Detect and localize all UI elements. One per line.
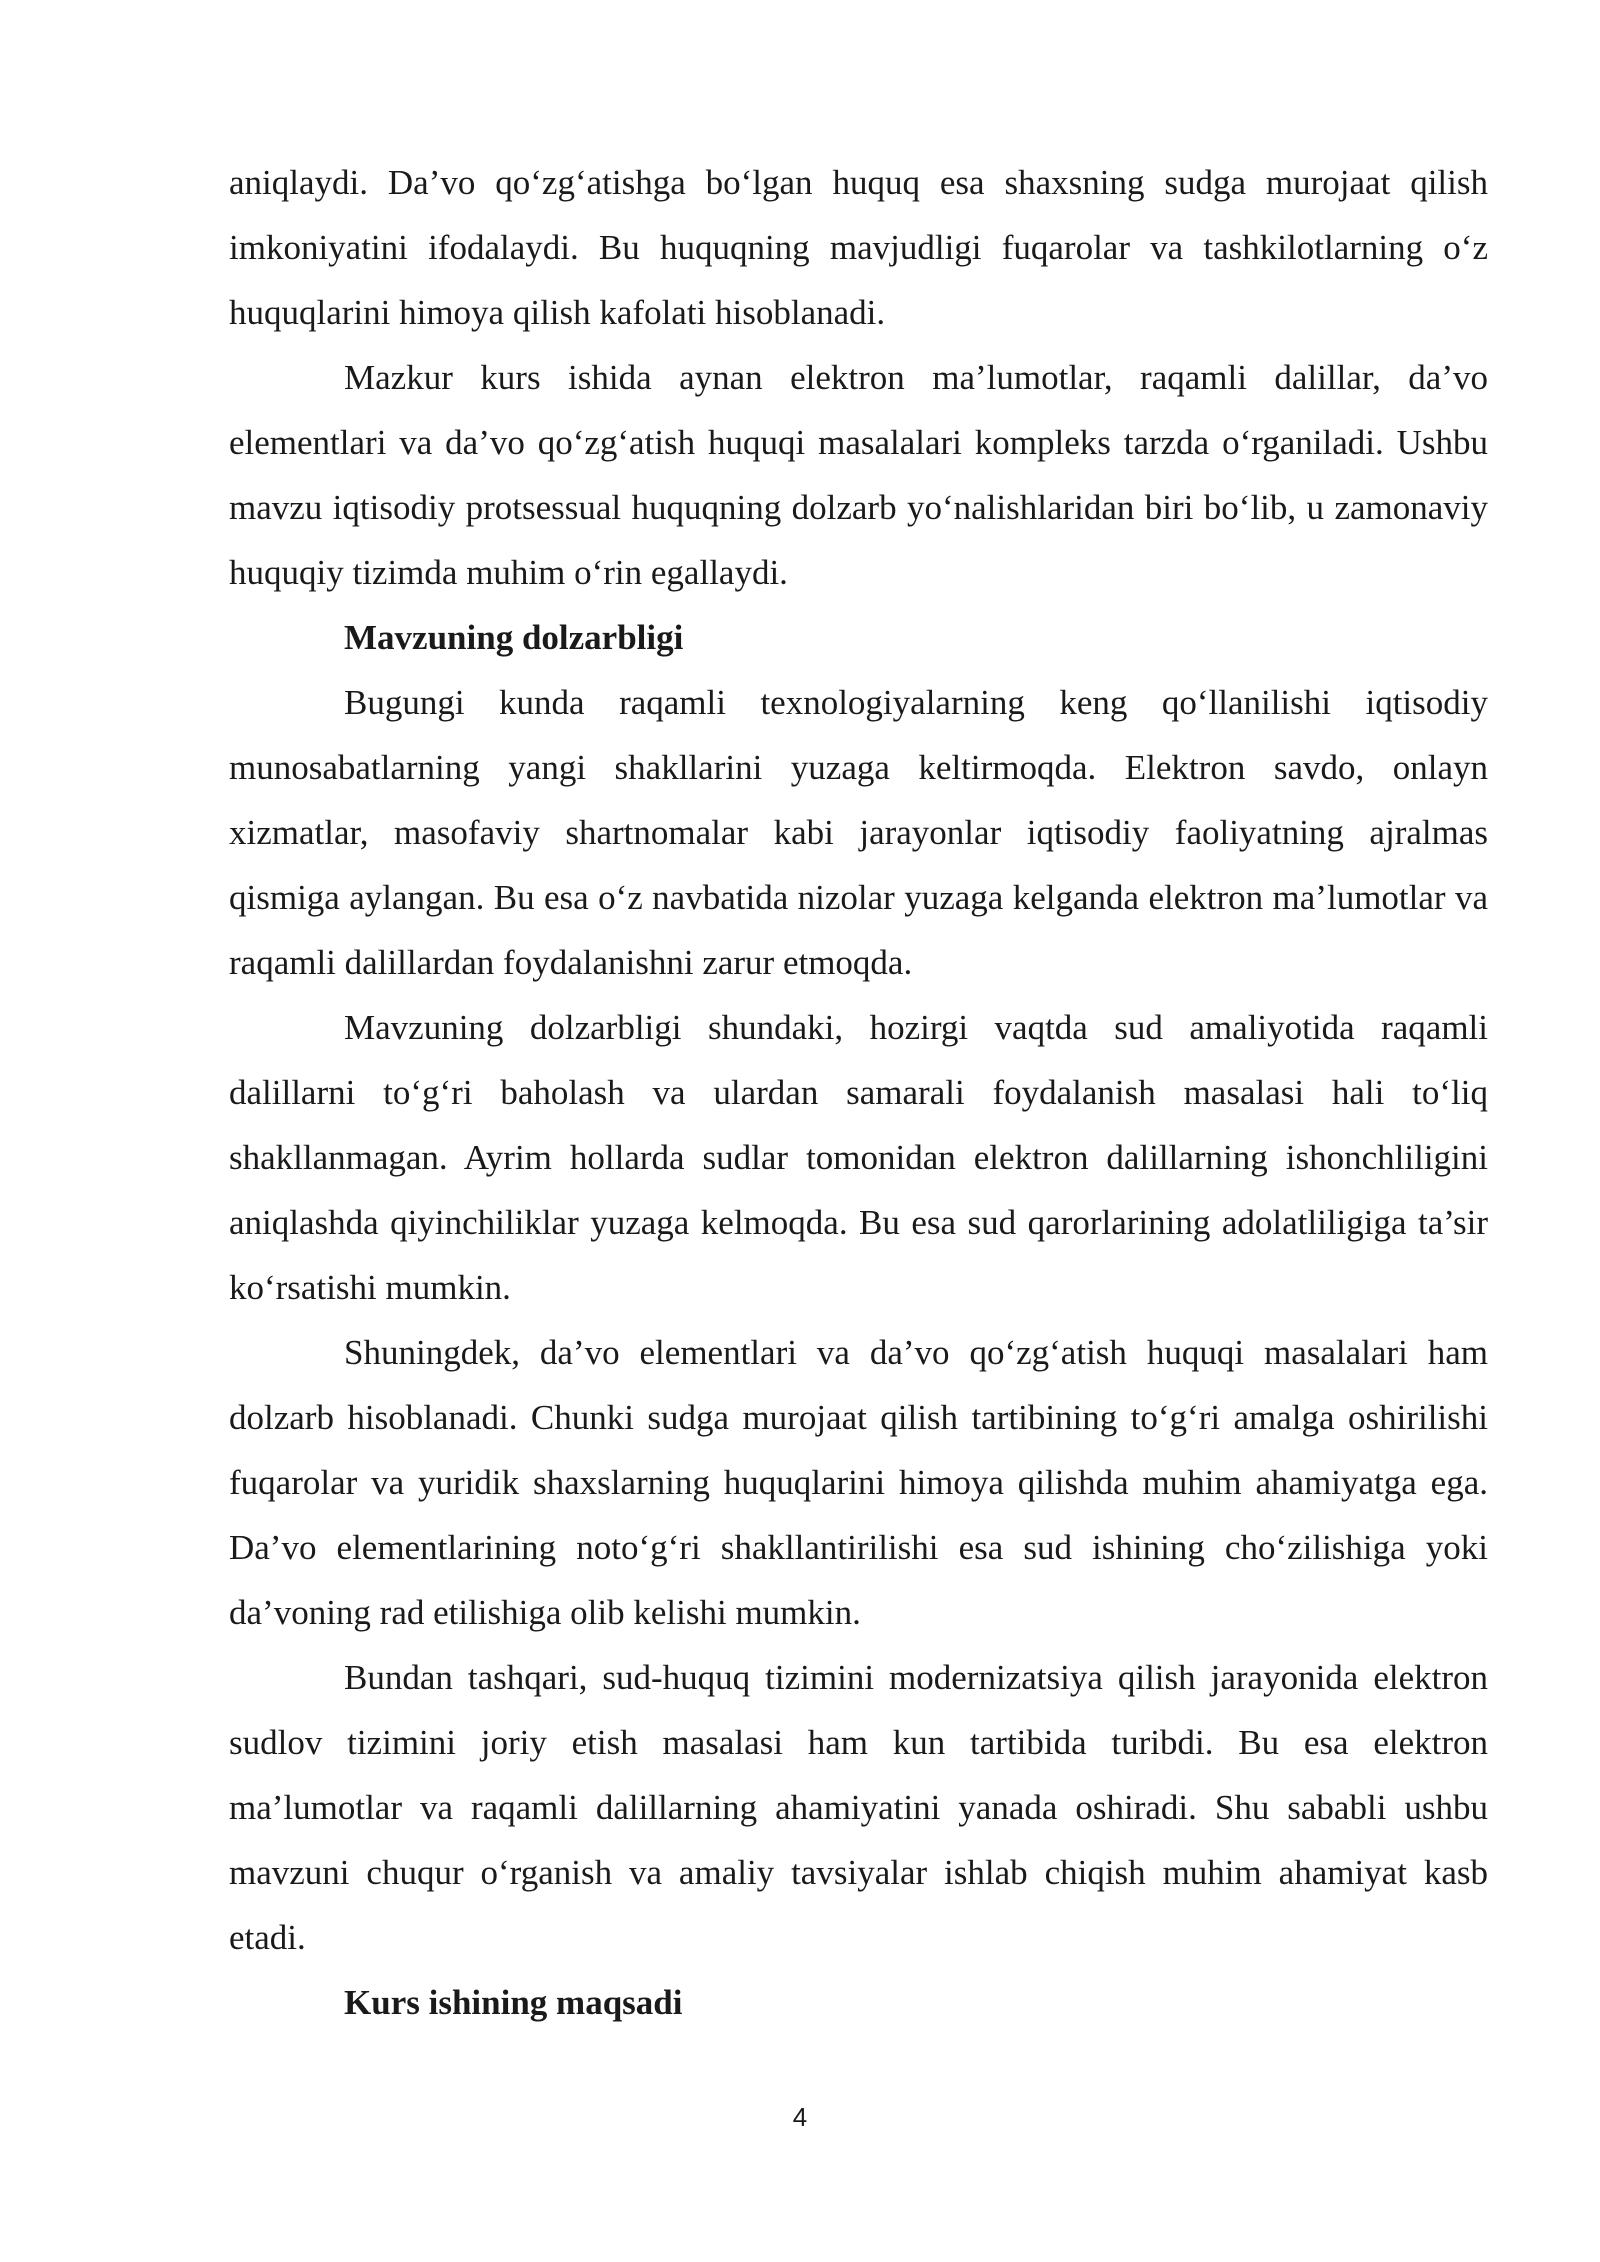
paragraph-digital-technologies: Bugungi kunda raqamli texnologiyalarning keng qo‘llanilishi iqtisodiy munosabatlarning yangi shakllarini yuzaga keltirmoqda. Elektron savdo, onlayn xizmatlar, masofaviy shartnomalar kabi jarayonlar iqtisodiy faoliyatning ajralmas qismiga aylangan. Bu esa o‘z navbatida nizolar yuzaga kelganda elektron ma’lumotlar va raqamli dalillardan foydalanishni zarur etmoqda.	[229, 683, 1488, 982]
paragraph-modernization: Bundan tashqari, sud-huquq tizimini modernizatsiya qilish jarayonida elektron sudlov tizimini joriy etish masalasi ham kun tartibida turibdi. Bu esa elektron ma’lumotlar va raqamli dalillarning ahamiyatini yanada oshiradi. Shu sababli ushbu mavzuni chuqur o‘rganish va amaliy tavsiyalar ishlab chiqish muhim ahamiyat kasb etadi.	[229, 1658, 1488, 1957]
paragraph-course-scope: Mazkur kurs ishida aynan elektron ma’lumotlar, raqamli dalillar, da’vo elementlari va da’vo qo‘zg‘atish huquqi masalalari kompleks tarzda o‘rganiladi. Ushbu mavzu iqtisodiy protsessual huquqning dolzarb yo‘nalishlaridan biri bo‘lib, u zamonaviy huquqiy tizimda muhim o‘rin egallaydi.	[229, 358, 1488, 592]
paragraph-claim-elements: Shuningdek, da’vo elementlari va da’vo qo‘zg‘atish huquqi masalalari ham dolzarb hisoblanadi. Chunki sudga murojaat qilish tartibining to‘g‘ri amalga oshirilishi fuqarolar va yuridik shaxslarning huquqlarini himoya qilishda muhim ahamiyatga ega. Da’vo elementlarining noto‘g‘ri shakllantirilishi esa sud ishining cho‘zilishiga yoki da’voning rad etilishiga olib kelishi mumkin.	[229, 1333, 1488, 1632]
paragraph-court-practice: Mavzuning dolzarbligi shundaki, hozirgi vaqtda sud amaliyotida raqamli dalillarni to‘g‘ri baholash va ulardan samarali foydalanish masalasi hali to‘liq shakllanmagan. Ayrim hollarda sudlar tomonidan elektron dalillarning ishonchliligini aniqlashda qiyinchiliklar yuzaga kelmoqda. Bu esa sud qarorlarining adolatliligiga ta’sir ko‘rsatishi mumkin.	[229, 1008, 1488, 1307]
body-text	[229, 150, 1488, 2035]
page-number: 4	[792, 2102, 808, 2132]
paragraph-continuation: aniqlaydi. Da’vo qo‘zg‘atishga bo‘lgan huquq esa shaxsning sudga murojaat qilish imkoniyatini ifodalaydi. Bu huquqning mavjudligi fuqarolar va tashkilotlarning o‘z huquqlarini himoya qilish kafolati hisoblanadi.	[229, 163, 1488, 332]
section-heading-course-goal: Kurs ishining maqsadi	[344, 1983, 683, 2022]
section-heading-relevance: Mavzuning dolzarbligi	[344, 618, 684, 657]
